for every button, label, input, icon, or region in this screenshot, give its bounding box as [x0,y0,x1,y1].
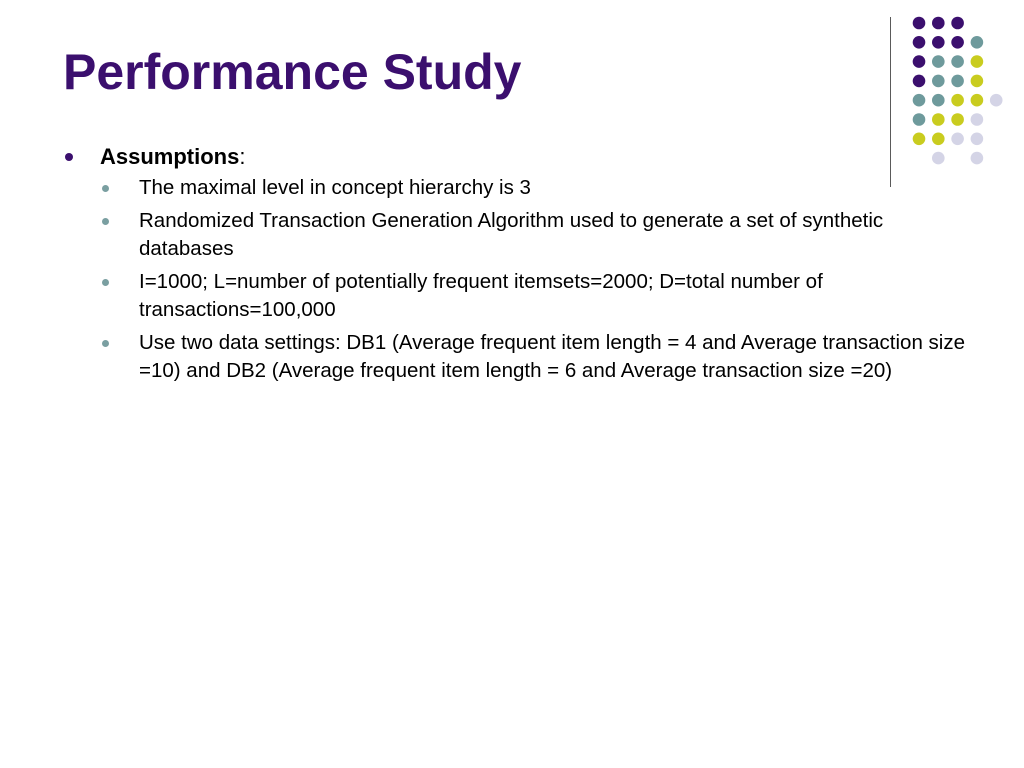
sub-bullet-dot-icon [102,279,109,286]
sub-bullet-text: I=1000; L=number of potentially frequent itemsets=2000; D=total number of transactions=100,000 [139,270,823,321]
slide-body [60,140,970,390]
decorative-dot-yellow [971,55,984,68]
sub-bullet-dot-icon [102,340,109,347]
decorative-dot-purple [932,36,945,49]
sub-bullet-item [100,174,970,202]
decorative-dot-yellow [951,113,964,126]
decorative-dot-teal [913,113,926,126]
sub-bullet-item [100,207,970,263]
sub-bullet-text: Use two data settings: DB1 (Average frequent item length = 4 and Average transaction size =10) and DB2 (Average frequent item length = 6 and Average transaction size =20) [139,331,965,382]
decorative-dot-teal [951,75,964,88]
decorative-dot-lavender [971,152,984,165]
sub-bullet-list [100,174,970,385]
decorative-dot-teal [951,55,964,68]
decorative-dot-teal [932,94,945,107]
decorative-dot-yellow [932,113,945,126]
decorative-dot-lavender [971,133,984,146]
bullet-heading: Assumptions [100,144,240,169]
bullet-list [60,140,970,385]
decorative-dot-teal [971,36,984,49]
sub-bullet-dot-icon [102,218,109,225]
sub-bullet-item [100,329,970,385]
decorative-dot-purple [932,17,945,30]
sub-bullet-text: Randomized Transaction Generation Algorithm used to generate a set of synthetic databases [139,209,884,260]
bullet-heading-suffix: : [239,144,246,169]
decorative-dot-yellow [971,94,984,107]
decorative-dot-yellow [951,94,964,107]
decorative-dot-purple [951,36,964,49]
decorative-dot-teal [932,75,945,88]
slide-title: Performance Study [63,44,522,100]
decorative-dot-purple [951,17,964,30]
decorative-dot-teal [932,55,945,68]
bullet-dot-icon [65,153,73,161]
decorative-dot-purple [913,36,926,49]
decorative-dot-teal [913,94,926,107]
sub-bullet-item [100,268,970,324]
sub-bullet-dot-icon [102,185,109,192]
decorative-dot-purple [913,75,926,88]
bullet-item-assumptions [60,140,970,385]
decorative-dot-lavender [971,113,984,126]
decorative-dot-purple [913,17,926,30]
decorative-dot-lavender [990,94,1003,107]
decorative-dot-yellow [971,75,984,88]
decorative-dot-purple [913,55,926,68]
sub-bullet-text: The maximal level in concept hierarchy is 3 [139,176,531,199]
